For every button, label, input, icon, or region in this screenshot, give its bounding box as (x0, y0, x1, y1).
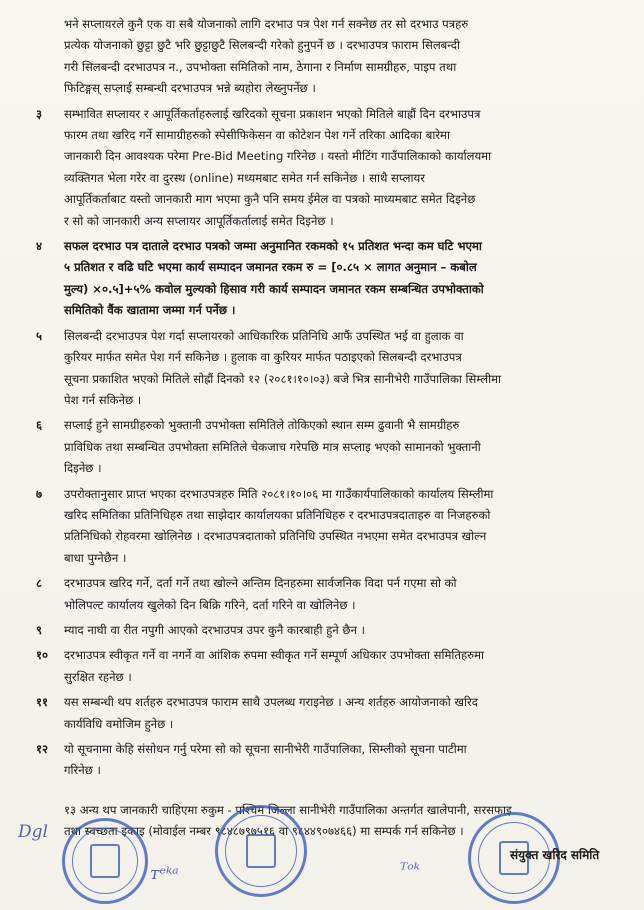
clause-line: कुरियर मार्फत समेत पेश गर्न सकिनेछ । हुलाक वा कुरियर मार्फत पठाइएको सिलबन्दी दरभाउपत्र (64, 350, 462, 365)
clause-7 (36, 573, 630, 616)
clause-line: समितिको वैंक खातामा जम्मा गर्न पर्नेछ । (64, 303, 236, 318)
clause-line: फिटिङ्गस् सप्लाई सम्बन्धी दरभाउपत्र भन्ने ब्यहोरा लेख्नुपर्नेछ । (64, 81, 316, 96)
clause-number: ३ (36, 106, 43, 121)
clause-line: प्राविधिक तथा सम्बन्धित उपभोक्ता समितिले चेकजाच गरेपछि मात्र सप्लाइ भएको सामानको भुक्तानी (64, 439, 481, 454)
clause-line: जानकारी दिन आवश्यक परेमा Pre-Bid Meeting गरिनेछ । यस्तो मीटिंग गाउँपालिकाको कार्यालयमा (64, 149, 492, 164)
clause-line: प्रत्येक योजनाको छुट्टा छुटै भरि छुट्टाछुटै सिलबन्दी गरेको हुनुपर्ने छ । दरभाउपत्र फाराम सिलबन्दी (64, 38, 461, 53)
clause-5 (36, 415, 630, 479)
clause-line: भोलिपल्ट कार्यालय खुलेको दिन बिक्रि गरिने, दर्ता गरिने वा खोलिनेछ । (64, 597, 356, 612)
clause-line: ५ प्रतिशत र वढि घटि भएमा कार्य सम्पादन जमानत रकम रु = [०.८५ × लागत अनुमान – कबोल (64, 260, 477, 275)
contact-line-2: तथा स्वच्छता इकाइ (मोवाईल नम्बर ९८४८७९७५१६ वा ९८४४९०७४६६) मा सम्पर्क गर्न सकिनेछ । (64, 824, 464, 838)
clause-text (40, 739, 630, 782)
clause-text (40, 326, 630, 412)
signature-middle: ᴛᵉᵏᵃ (150, 864, 179, 884)
clause-line: व्यक्तिगत भेला गरेर वा दुरस्थ (online) मध्यमबाट समेत गर्न सकिनेछ । साथै सप्लायर (64, 170, 425, 185)
clause-text (40, 692, 630, 735)
notice-body (36, 14, 630, 786)
clause-line: बाधा पुग्नेछैन । (64, 550, 127, 565)
clause-2 (36, 104, 630, 232)
clause-text (40, 645, 630, 688)
clause-line: सफल दरभाउ पत्र दाताले दरभाउ पत्रको जम्मा अनुमानित रकमको १५ प्रतिशत भन्दा कम घटि भएमा (64, 239, 482, 254)
office-seal-middle (215, 805, 307, 897)
clause-number: ८ (36, 576, 43, 591)
clause-line: सिलबन्दी दरभाउपत्र पेश गर्दा सप्लायरको आधिकारिक प्रतिनिधि आफैं उपस्थित भई वा हुलाक वा (64, 328, 464, 343)
clause-text (40, 415, 630, 479)
clause-line: प्रतिनिधिको रोहवरमा खोलिनेछ । दरभाउपत्रदाताको प्रतिनिधि उपस्थित नभएमा समेत दरभाउपत्र खोल्न (64, 529, 487, 544)
clause-number: ४ (36, 239, 43, 254)
clause-line: फारम तथा खरिद गर्ने सामाग्रीहरुको स्पेसीफिकेसन वा कोटेशन पेश गर्ने तरिका आदिका बारेमा (64, 128, 450, 143)
clause-line: कार्यविधि वमोजिम हुनेछ । (64, 716, 174, 731)
office-seal-left (62, 818, 148, 904)
clause-line: आपूर्तिकर्ताबाट यस्तो जानकारी माग भएमा कुनै पनि समय ईमेल वा पत्रको माध्यमबाट समेत दिइनेछ (64, 192, 476, 207)
joint-purchase-committee-label: संयुक्त खरिद समिति (510, 848, 600, 862)
clause-9 (36, 645, 630, 688)
clause-text (40, 573, 630, 616)
clause-line: पेश गर्न सकिनेछ । (64, 392, 142, 407)
clause-line: सप्लाई हुने सामग्रीहरुको भुक्तानी उपभोक्ता समितिले तोकिएको स्थान सम्म ढुवानी भै सामग्रीहरु (64, 418, 460, 433)
clause-line: दरभाउपत्र खरिद गर्ने, दर्ता गर्ने तथा खोल्ने अन्तिम दिनहरुमा सार्वजनिक विदा पर्न गएमा सो को (64, 576, 457, 591)
clause-number: ६ (36, 418, 43, 433)
signature-left: Dgl (18, 822, 48, 842)
clause-3 (36, 236, 630, 322)
clause-number: १२ (36, 742, 49, 756)
clause-line: उपरोक्तानुसार प्राप्त भएका दरभाउपत्रहरु मिति २०८१।१०।०६ मा गाउँकार्यपालिकाको कार्यालय सिम्लीमा (64, 486, 494, 501)
clause-line: खरिद समितिका प्रतिनिधिहरु तथा साझेदार कार्यालयका प्रतिनिधिहरु र दरभाउपत्रदाताहरु वा निजहरुको (64, 507, 491, 522)
clause-line: सूचना प्रकाशित भएको मितिले सोह्रौं दिनको १२ (२०८१।१०।०३) बजे भित्र सानीभेरी गाउँपालिका सिम्लीमा (64, 371, 502, 386)
clause-line: दिइनेछ । (64, 461, 102, 476)
clause-number: ५ (36, 328, 43, 343)
clause-line: यो सूचनामा केहि संसोधन गर्नु परेमा सो को सूचना सानीभेरी गाउँपालिका, सिम्लीको सूचना पाटीमा (64, 742, 467, 756)
clause-text (40, 484, 630, 570)
clause-8 (36, 620, 630, 641)
clause-text (40, 14, 630, 100)
clause-1 (40, 14, 630, 100)
clause-11 (36, 739, 630, 782)
clause-text (40, 104, 630, 232)
clause-line: यस सम्बन्धी थप शर्तहरु दरभाउपत्र फाराम साथै उपलब्ध गराइनेछ । अन्य शर्तहरु आयोजनाको खरिद (64, 695, 478, 710)
clause-number: ९ (36, 622, 43, 637)
clause-line: दरभाउपत्र स्वीकृत गर्ने वा नगर्ने वा आंशिक रुपमा स्वीकृत गर्ने सम्पूर्ण अधिकार उपभोक्ता समितिहरुमा (64, 648, 485, 663)
clause-line: मुल्य) ×०.५]+५% कवोल मुल्यको हिसाव गरी कार्य सम्पादन जमानत रकम सम्बन्धित उपभोक्ताको (64, 281, 484, 296)
clause-line: सम्भावित सप्लायर र आपूर्तिकर्ताहरुलाई खरिदको सूचना प्रकाशन भएको मितिले बाह्रौं दिन दरभाउपत्र (64, 106, 481, 121)
clause-line: गरी सिलबन्दी दरभाउपत्र न., उपभोक्ता समितिको नाम, ठेगाना र निर्माण सामग्रीहरु, पाइप तथा (64, 59, 457, 74)
clause-4 (36, 326, 630, 412)
clause-number: १० (36, 648, 49, 663)
clause-line: र सो को जानकारी अन्य सप्लायर आपूर्तिकर्तालाई समेत दिइनेछ । (64, 213, 334, 228)
clause-6 (36, 484, 630, 570)
clause-line: सुरक्षित रहनेछ । (64, 669, 132, 684)
contact-line-1: १३ अन्य थप जानकारी चाहिएमा रुकुम - पश्चिम जिल्ला सानीभेरी गाउँपालिका अन्तर्गत खालेपानी, सरसफाइ (64, 803, 512, 817)
clause-number: ११ (36, 695, 49, 710)
clause-line: भने सप्लायरले कुनै एक वा सबै योजनाको लागि दरभाउ पत्र पेश गर्न सक्नेछ तर सो दरभाउ पत्रहरु (64, 17, 469, 31)
clause-line: म्याद नाघी वा रीत नपुगी आएको दरभाउपत्र उपर कुनै कारबाही हुने छैन । (64, 622, 366, 637)
clause-10 (36, 692, 630, 735)
clause-text (40, 236, 630, 322)
clause-number: ७ (36, 486, 43, 501)
clause-line: गरिनेछ । (64, 763, 101, 778)
clause-text (40, 620, 630, 641)
signature-right: ᵀᵒᵏ (400, 860, 420, 880)
